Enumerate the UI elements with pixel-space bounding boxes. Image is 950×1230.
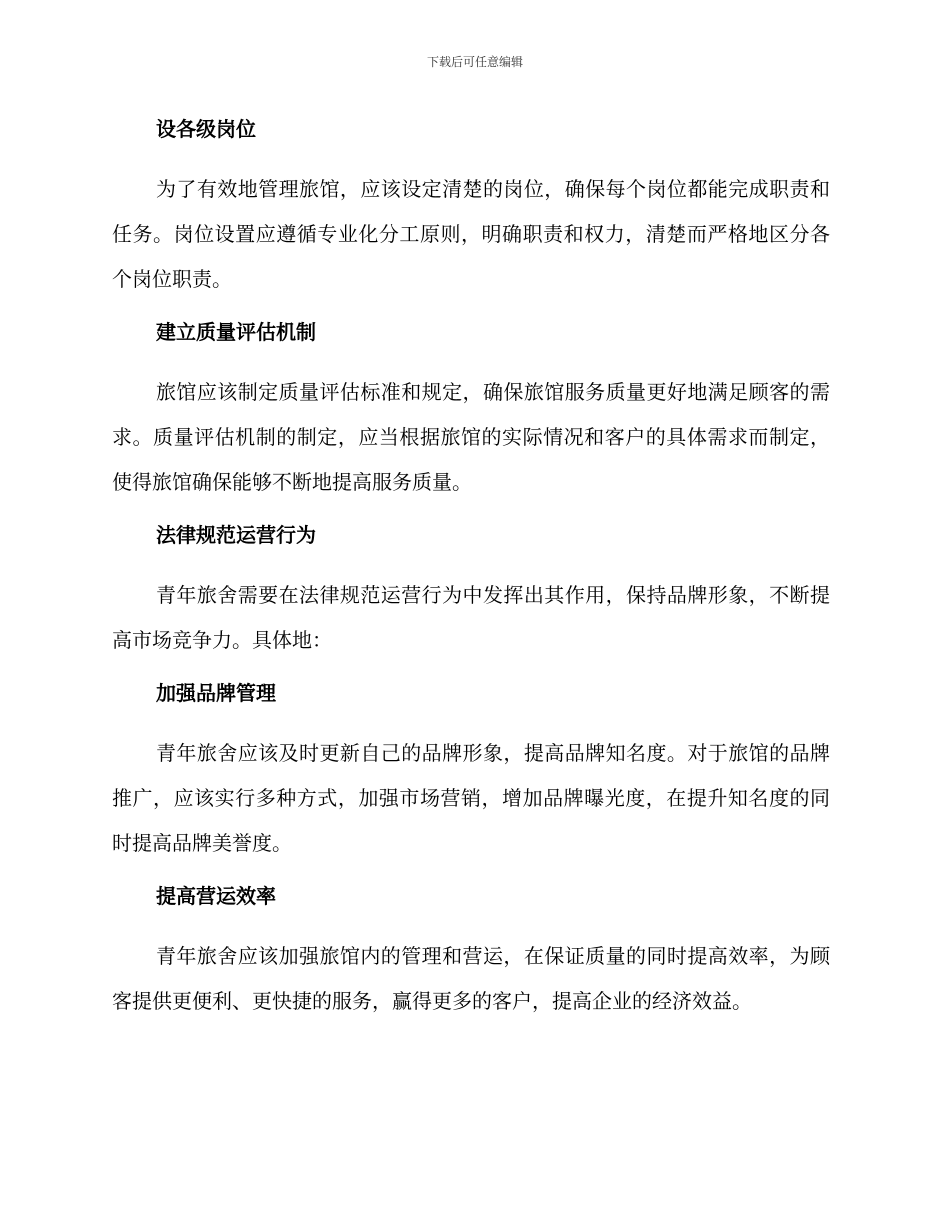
section-body-quality-assessment: 旅馆应该制定质量评估标准和规定，确保旅馆服务质量更好地满足顾客的需求。质量评估机制的制定，应当根据旅馆的实际情况和客户的具体需求而制定，使得旅馆确保能够不断地提高服务质量。 — [112, 380, 830, 494]
section-heading-brand-management: 加强品牌管理 — [156, 681, 276, 705]
section-heading-positions: 设各级岗位 — [156, 117, 256, 141]
section-body-positions: 为了有效地管理旅馆，应该设定清楚的岗位，确保每个岗位都能完成职责和任务。岗位设置应遵循专业化分工原则，明确职责和权力，清楚而严格地区分各个岗位职责。 — [112, 177, 830, 291]
section-heading-quality-assessment: 建立质量评估机制 — [156, 320, 316, 344]
section-body-brand-management: 青年旅舍应该及时更新自己的品牌形象，提高品牌知名度。对于旅馆的品牌推广，应该实行多种方式，加强市场营销，增加品牌曝光度，在提升知名度的同时提高品牌美誉度。 — [112, 741, 830, 855]
section-body-legal-operations: 青年旅舍需要在法律规范运营行为中发挥出其作用，保持品牌形象，不断提高市场竞争力。具体地： — [112, 583, 830, 652]
section-body-operational-efficiency: 青年旅舍应该加强旅馆内的管理和营运，在保证质量的同时提高效率，为顾客提供更便利、更快捷的服务，赢得更多的客户，提高企业的经济效益。 — [112, 944, 830, 1013]
section-heading-legal-operations: 法律规范运营行为 — [156, 523, 316, 547]
document-content — [112, 110, 830, 1024]
section-heading-operational-efficiency: 提高营运效率 — [156, 884, 276, 908]
page-header: 下载后可任意编辑 — [426, 55, 523, 69]
